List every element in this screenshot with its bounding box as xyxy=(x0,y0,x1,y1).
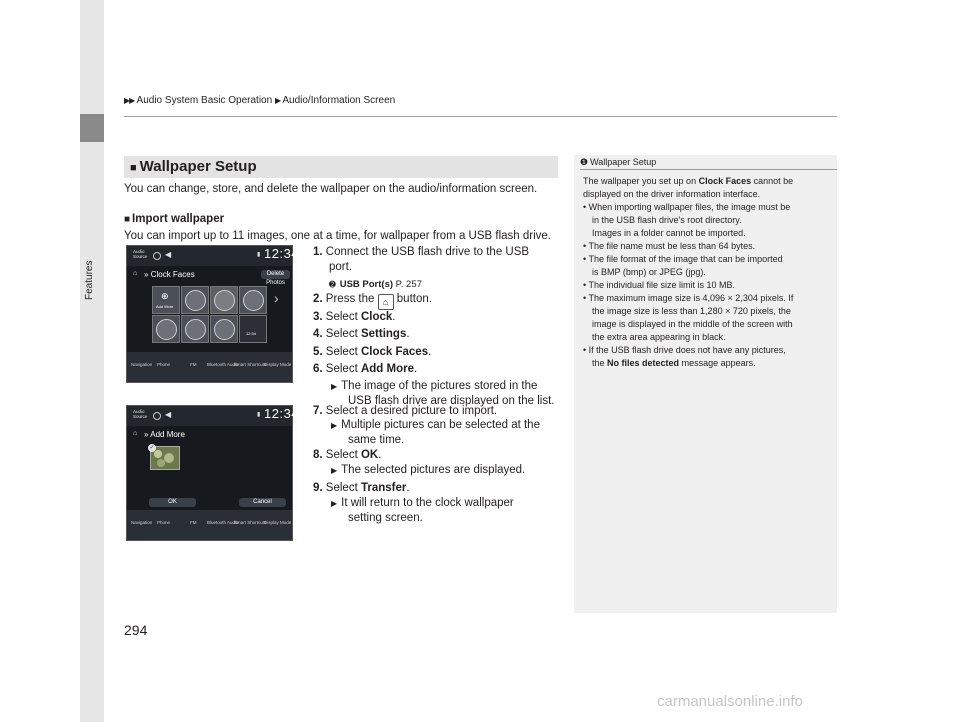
step-bold: Add More xyxy=(360,363,414,375)
home-icon: ⌂ xyxy=(133,270,138,277)
note-text: The wallpaper you set up on xyxy=(583,176,697,186)
subsection-title xyxy=(124,213,224,225)
clock-tile[interactable] xyxy=(181,286,209,314)
step-6 xyxy=(313,362,417,377)
step-text: Connect the USB flash drive to the USB xyxy=(325,246,530,258)
note-bold: Clock Faces xyxy=(698,176,752,186)
note-text: If the USB flash drive does not have any pictures, xyxy=(588,345,786,355)
note-paragraph-line2: displayed on the driver information interface. xyxy=(583,189,761,199)
step-bold: Transfer xyxy=(360,482,407,494)
screenshot-clock-faces xyxy=(126,245,300,383)
step-text: Select xyxy=(325,363,358,375)
note-text: The maximum image size is 4,096 × 2,304 pixels. If xyxy=(588,293,794,303)
clock-tile[interactable] xyxy=(239,286,267,314)
audio-source-line: Source xyxy=(133,254,148,259)
screenshot-add-more xyxy=(126,405,300,541)
note-bullet: • The individual file size limit is 10 MB. xyxy=(583,280,736,290)
subsection-marker: ■ xyxy=(124,214,131,225)
step-number: 2. xyxy=(313,293,323,305)
bottom-nav-smart-shortcuts[interactable]: Smart Shortcuts xyxy=(234,362,267,367)
note-text: The file format of the image that can be imported xyxy=(588,254,783,264)
add-more-tile[interactable] xyxy=(152,286,180,314)
subsection-desc: You can import up to 11 images, one at a time, for wallpaper from a USB flash drive. xyxy=(124,230,551,242)
breadcrumb-item: Audio/Information Screen xyxy=(282,95,396,106)
bottom-nav-smart-shortcuts[interactable]: Smart Shortcuts xyxy=(234,520,267,525)
result-arrow-icon: ▶ xyxy=(331,382,338,391)
step-text: Press the xyxy=(325,293,375,305)
add-more-label: Add More xyxy=(156,304,174,309)
step-text: . xyxy=(414,363,418,375)
audio-source-label xyxy=(133,409,147,419)
result-arrow-icon: ▶ xyxy=(331,499,338,508)
step-text: . xyxy=(406,482,410,494)
note-text: cannot be xyxy=(753,176,794,186)
clock-face-icon xyxy=(243,290,264,311)
audio-source-line: Audio xyxy=(133,249,145,254)
clock-tile[interactable] xyxy=(210,286,238,314)
section-title xyxy=(130,158,257,175)
home-button-icon: ⌂ xyxy=(378,294,394,310)
checkmark-icon: ✓ xyxy=(149,445,155,451)
result-arrow-icon: ▶ xyxy=(331,421,338,430)
step-bold: Clock xyxy=(360,311,393,323)
step-7-sub-line2: same time. xyxy=(348,434,405,446)
step-7-sub xyxy=(331,418,540,433)
step-text: . xyxy=(392,311,396,323)
step-text: . xyxy=(378,449,382,461)
step-9 xyxy=(313,481,410,496)
reference-page: P. 257 xyxy=(395,279,422,290)
step-text: Select xyxy=(325,311,358,323)
screen-title-text: Add More xyxy=(150,430,185,439)
step-bold: OK xyxy=(360,449,379,461)
bottom-nav-fm[interactable]: FM xyxy=(190,520,197,525)
reference-arrow-icon: ➋ xyxy=(329,280,336,289)
screen-title xyxy=(144,430,185,439)
note-bullet: • When importing wallpaper files, the image must be xyxy=(583,202,791,212)
audio-source-line: Audio xyxy=(133,409,145,414)
note-bullet: • The file name must be less than 64 bytes. xyxy=(583,241,756,251)
note-bullet-line: Images in a folder cannot be imported. xyxy=(592,228,746,238)
clock-tile[interactable] xyxy=(181,315,209,343)
page-number: 294 xyxy=(124,622,148,638)
step-sub-text: The image of the pictures stored in the xyxy=(341,380,538,392)
step-6-sub xyxy=(331,379,537,394)
step-sub-text: Multiple pictures can be selected at the xyxy=(341,419,540,431)
clock-face-icon xyxy=(214,290,235,311)
side-tab xyxy=(80,0,104,722)
note-bullet-line: in the USB flash drive's root directory. xyxy=(592,215,742,225)
step-4 xyxy=(313,327,410,342)
digital-clock-tile[interactable] xyxy=(239,315,267,343)
step-text: Select a desired picture to import. xyxy=(325,405,498,417)
screen-title-text: Clock Faces xyxy=(150,270,195,279)
header-rule xyxy=(124,116,837,117)
step-5 xyxy=(313,345,431,360)
step-number: 4. xyxy=(313,328,323,340)
note-bullet-line: image is displayed in the middle of the screen with xyxy=(592,319,793,329)
delete-photos-button[interactable]: Delete Photos xyxy=(261,270,290,279)
flower-shape xyxy=(164,453,174,463)
bottom-nav-bluetooth-audio[interactable]: Bluetooth Audio xyxy=(207,520,239,525)
step-8 xyxy=(313,448,381,463)
watermark: carmanualsonline.info xyxy=(657,693,803,710)
ok-button[interactable]: OK xyxy=(149,498,196,507)
intro-text: You can change, store, and delete the wallpaper on the audio/information screen. xyxy=(124,183,538,195)
step-8-sub xyxy=(331,463,525,478)
screen-clock: 12:34 xyxy=(264,406,300,421)
plus-icon: ⊕ xyxy=(161,291,169,301)
bottom-nav-fm[interactable]: FM xyxy=(190,362,197,367)
step-sub-text: The selected pictures are displayed. xyxy=(341,464,526,476)
clock-tile[interactable] xyxy=(152,315,180,343)
step-number: 7. xyxy=(313,405,323,417)
step-9-sub xyxy=(331,496,514,511)
step-text: Select xyxy=(325,328,358,340)
note-paragraph xyxy=(583,175,793,188)
flower-shape xyxy=(157,459,165,467)
bottom-nav-display-mode[interactable]: Display Mode xyxy=(264,362,292,367)
note-title xyxy=(580,157,656,168)
volume-icon: ◀ xyxy=(165,410,172,419)
audio-source-label xyxy=(133,249,147,259)
bottom-nav-bluetooth-audio[interactable]: Bluetooth Audio xyxy=(207,362,239,367)
side-tab-marker xyxy=(80,114,104,142)
breadcrumb-arrow-icon: ▶ xyxy=(274,96,281,105)
step-bold: Clock Faces xyxy=(360,346,429,358)
step-6-sub-line2: USB flash drive are displayed on the list. xyxy=(348,395,555,407)
side-label: Features xyxy=(84,260,95,300)
clock-face-icon xyxy=(185,319,206,340)
screen-bottom-bar xyxy=(127,510,292,540)
step-7 xyxy=(313,404,497,419)
note-marker-icon: ❶ xyxy=(580,157,589,167)
bottom-nav-navigation[interactable]: Navigation xyxy=(131,520,153,525)
step-3 xyxy=(313,310,396,325)
volume-icon: ◀ xyxy=(165,250,172,259)
back-chevron-icon: » xyxy=(144,430,149,439)
step-text: Select xyxy=(325,449,358,461)
step-text: . xyxy=(406,328,410,340)
step-sub-text: It will return to the clock wallpaper xyxy=(341,497,514,509)
screen-title xyxy=(144,270,195,279)
step-1-reference[interactable] xyxy=(329,277,422,292)
source-icon xyxy=(153,252,161,260)
breadcrumb-arrow-icon: ▶▶ xyxy=(124,96,135,105)
home-icon: ⌂ xyxy=(133,430,138,437)
page-indicator xyxy=(202,345,214,348)
clock-face-icon xyxy=(214,319,235,340)
usb-icon: ▮ xyxy=(257,412,261,418)
result-arrow-icon: ▶ xyxy=(331,466,338,475)
note-bullet-line xyxy=(592,357,756,370)
note-text: The file name must be less than 64 bytes. xyxy=(588,241,756,251)
note-rule xyxy=(580,169,837,170)
flower-shape xyxy=(154,450,162,458)
step-number: 9. xyxy=(313,482,323,494)
note-bullet: • The maximum image size is 4,096 × 2,304 pixels. If xyxy=(583,293,794,303)
back-chevron-icon: » xyxy=(144,270,149,279)
note-text: the xyxy=(592,358,605,368)
bottom-nav-phone[interactable]: Phone xyxy=(157,362,171,367)
step-2 xyxy=(313,292,432,310)
subsection-title-text: Import wallpaper xyxy=(132,213,225,225)
audio-source-line: Source xyxy=(133,414,148,419)
digital-clock-time: 12:34 xyxy=(246,331,257,336)
step-text: Select xyxy=(325,482,358,494)
clock-face-icon xyxy=(185,290,206,311)
note-bold: No files detected xyxy=(607,358,680,368)
clock-tile[interactable] xyxy=(210,315,238,343)
bottom-nav-navigation[interactable]: Navigation xyxy=(131,362,153,367)
note-bullet: • The file format of the image that can be imported xyxy=(583,254,783,264)
note-text: When importing wallpaper files, the image must be xyxy=(588,202,791,212)
source-icon xyxy=(153,412,161,420)
clock-face-icon xyxy=(156,319,177,340)
note-title-text: Wallpaper Setup xyxy=(590,157,657,167)
step-bold: Settings xyxy=(360,328,407,340)
note-bullet-line: the image size is less than 1,280 × 720 pixels, the xyxy=(592,306,791,316)
bottom-nav-display-mode[interactable]: Display Mode xyxy=(264,520,292,525)
step-text: Select xyxy=(325,346,358,358)
step-number: 1. xyxy=(313,246,323,258)
step-1 xyxy=(313,245,529,260)
screen-bottom-bar xyxy=(127,352,292,382)
step-9-sub-line2: setting screen. xyxy=(348,512,423,524)
screen-clock: 12:34 xyxy=(264,246,300,261)
step-1-line2: port. xyxy=(329,261,353,273)
section-marker: ■ xyxy=(130,162,137,174)
step-number: 3. xyxy=(313,311,323,323)
step-number: 8. xyxy=(313,449,323,461)
note-text: The individual file size limit is 10 MB. xyxy=(588,280,736,290)
bottom-nav-phone[interactable]: Phone xyxy=(157,520,171,525)
reference-label: USB Port(s) xyxy=(339,279,394,290)
breadcrumb xyxy=(124,95,395,106)
step-number: 6. xyxy=(313,363,323,375)
note-text: message appears. xyxy=(681,358,756,368)
step-text: button. xyxy=(396,293,432,305)
note-bullet: • If the USB flash drive does not have any pictures, xyxy=(583,345,786,355)
breadcrumb-item: Audio System Basic Operation xyxy=(136,95,273,106)
step-number: 5. xyxy=(313,346,323,358)
cancel-button[interactable]: Cancel xyxy=(239,498,286,507)
note-bullet-line: is BMP (bmp) or JPEG (jpg). xyxy=(592,267,706,277)
step-text: . xyxy=(428,346,432,358)
section-title-text: Wallpaper Setup xyxy=(139,158,257,175)
next-page-chevron-icon[interactable]: › xyxy=(274,290,279,306)
usb-icon: ▮ xyxy=(257,252,261,258)
note-bullet-line: the extra area appearing in black. xyxy=(592,332,726,342)
